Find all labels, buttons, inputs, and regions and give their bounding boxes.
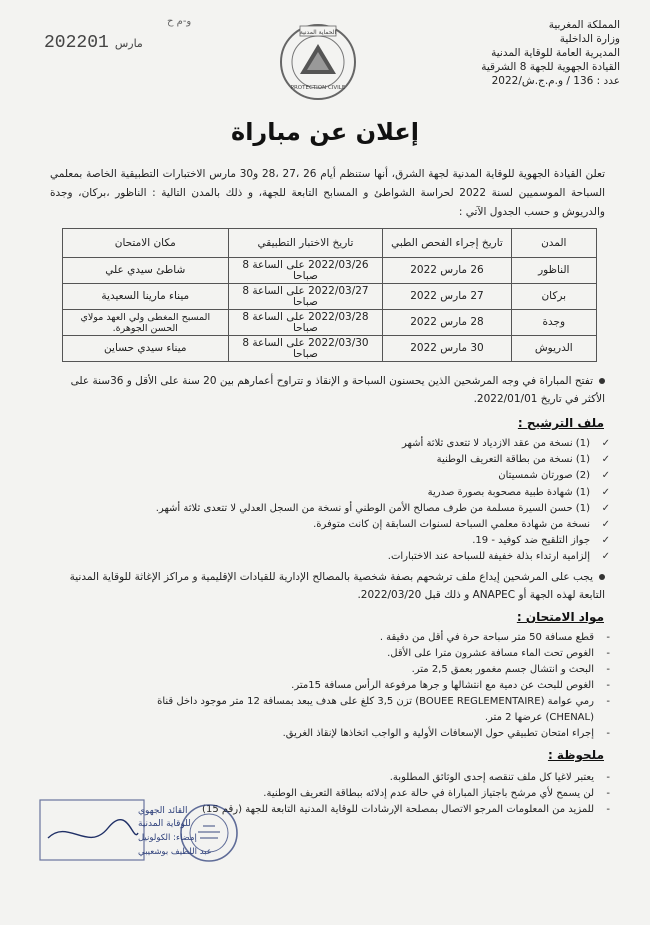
file-items-list [90, 436, 610, 566]
bullet-icon [599, 378, 605, 384]
cell-medical-date: 26 مارس 2022 [383, 258, 511, 284]
list-item: ✓جواز التلقيح ضد كوفيد - 19. [90, 533, 610, 549]
list-item: -رمي عوامة (BOUEE REGLEMENTAIRE) تزن 3,5 كلغ على هدف يبعد بمسافة 12 متر موجود داخل قناة [157, 696, 610, 707]
cell-medical-date: 27 مارس 2022 [383, 284, 511, 310]
list-item: ✓(1) شهادة طبية مصحوبة بصورة صدرية [90, 485, 610, 501]
cell-city: الدريوش [511, 336, 596, 362]
table-row [63, 336, 597, 362]
cell-location: ميناء مارينا السعيدية [63, 284, 229, 310]
list-item: -إجراء امتحان تطبيقي حول الإسعافات الأولية و الواجب اتخاذها لإنقاذ الغريق. [282, 728, 610, 739]
col-header-test-date: تاريخ الاختبار التطبيقي [228, 229, 383, 258]
cell-test-date: 2022/03/28 على الساعة 8 صباحا [228, 310, 383, 336]
table-row [63, 310, 597, 336]
list-item: ✓(1) حسن السيرة مسلمة من طرف مصالح الأمن الوطني أو نسخة من السجل العدلي لا تتعدى ثلاثة أشهر. [90, 501, 610, 517]
list-item: -لن يسمح لأي مرشح باجتياز المباراة في حالة عدم إدلائه ببطاقة التعريف الوطنية. [263, 788, 610, 800]
checkmark-icon: ✓ [601, 502, 610, 514]
reference-number: عدد : 136 / و.م.ج.ش/2022 [491, 75, 620, 87]
col-header-medical-date: تاريخ إجراء الفحص الطبي [383, 229, 511, 258]
svg-text:للوقاية المدنية: للوقاية المدنية [138, 819, 191, 829]
round-seal [178, 802, 240, 864]
eligibility-text: تفتح المباراة في وجه المرشحين الذين يحسنون السباحة و الإنقاذ و تتراوح أعمارهم بين 20 سنة على الأقل و 36سنة على الأكثر في تاريخ 2022/01/01. [70, 375, 605, 405]
directorate-name: المديرية العامة للوقاية المدنية [491, 47, 620, 59]
checkmark-icon: ✓ [601, 535, 610, 547]
list-item: ✓(2) صورتان شمسيتان [90, 468, 610, 484]
schedule-table [62, 228, 597, 362]
exam-items-list [90, 630, 610, 742]
cell-location: المسبح المغطى ولي العهد مولاي الحسن الجوهرة. [63, 310, 229, 336]
cell-test-date: 2022/03/26 على الساعة 8 صباحا [228, 258, 383, 284]
list-item: -قطع مسافة 50 متر سباحة حرة في أقل من دقيقة . [379, 632, 610, 643]
section-title-notes: ملحوظة : [547, 748, 604, 762]
cell-location: شاطئ سيدي علي [63, 258, 229, 284]
cell-medical-date: 30 مارس 2022 [383, 336, 511, 362]
list-item: -للمزيد من المعلومات المرجو الاتصال بمصلحة الإرشادات للوقاية المدنية التابعة للجهة (رقم 15) [202, 804, 610, 816]
svg-text:PROTECTION CIVILE: PROTECTION CIVILE [290, 85, 346, 91]
letterhead [410, 18, 620, 88]
list-item: -البحث و انتشال جسم مغمور بعمق 2,5 متر. [411, 664, 610, 675]
checkmark-icon: ✓ [601, 519, 610, 531]
section-title-file: ملف الترشيح : [517, 416, 604, 430]
country-name: المملكة المغربية [548, 19, 620, 31]
cell-test-date: 2022/03/30 على الساعة 8 صباحا [228, 336, 383, 362]
list-item: ✓(1) نسخة من عقد الازدياد لا تتعدى ثلاثة أشهر [90, 436, 610, 452]
date-month: مارس [114, 37, 143, 50]
svg-text:الحماية المدنية: الحماية المدنية [299, 29, 337, 36]
deposit-paragraph [45, 568, 605, 604]
list-item: (CHENAL) عرضها 2 متر. [484, 712, 594, 723]
eligibility-paragraph [45, 372, 605, 408]
intro-paragraph: تعلن القيادة الجهوية للوقاية المدنية لجهة الشرق، أنها ستنظم أيام 26 ،27 ،28 و30 مارس الاختبارات التطبيقية الخاصة بمعلمي السباحة الموسميين لسنة 2022 لحراسة الشواطئ و المسابح التابعة للجهة، و ذلك بالمدن التالية : الناظور ،بركان، وجدة والدريوش و حسب الجدول الآتي : [50, 168, 606, 218]
deposit-text: يجب على المرشحين إيداع ملف ترشحهم بصفة شخصية بالمصالح الإدارية للقيادات الإقليمية و مراكز الإغاثة للوقاية المدنية التابعة لهذه الجهة أو ANAPEC و ذلك قبل 2022/03/20. [69, 571, 605, 601]
list-item: -الغوص للبحث عن دمية مع انتشالها و جرها مرفوعة الرأس مسافة 15متر. [291, 680, 610, 691]
top-mark: و-م ح [167, 16, 192, 27]
list-item: ✓إلزامية ارتداء بذلة خفيفة للسباحة عند الاختبارات. [90, 549, 610, 565]
col-header-city: المدن [511, 229, 596, 258]
checkmark-icon: ✓ [601, 486, 610, 498]
cell-location: ميناء سيدي حساين [63, 336, 229, 362]
list-item: -الغوص تحت الماء مسافة عشرون مترا على الأقل. [387, 648, 610, 659]
checkmark-icon: ✓ [601, 470, 610, 482]
table-row [63, 284, 597, 310]
list-item: ✓(1) نسخة من بطاقة التعريف الوطنية [90, 452, 610, 468]
list-item: ✓نسخة من شهادة معلمي السباحة لسنوات السابقة إن كانت متوفرة. [90, 517, 610, 533]
ministry-name: وزارة الداخلية [559, 33, 620, 45]
cell-city: وجدة [511, 310, 596, 336]
table-header-row [63, 229, 597, 258]
checkmark-icon: ✓ [601, 438, 610, 449]
bullet-icon [599, 574, 605, 580]
checkmark-icon: ✓ [601, 454, 610, 466]
checkmark-icon: ✓ [601, 551, 610, 563]
table-row [63, 258, 597, 284]
cell-city: الناظور [511, 258, 596, 284]
handwritten-date [44, 33, 149, 53]
cell-medical-date: 28 مارس 2022 [383, 310, 511, 336]
date-day: 01 [87, 33, 109, 53]
document-title: إعلان عن مباراة [231, 118, 419, 146]
official-stamp [38, 798, 212, 862]
cell-test-date: 2022/03/27 على الساعة 8 صباحا [228, 284, 383, 310]
command-name: القيادة الجهوية للجهة 8 الشرقية [481, 61, 620, 73]
section-title-exam: مواد الامتحان : [516, 610, 604, 624]
svg-text:إمضاء: الكولونيل: إمضاء: الكولونيل [138, 833, 197, 843]
list-item: -يعتبر لاغيا كل ملف تنقصه إحدى الوثائق المطلوبة. [389, 772, 610, 783]
col-header-location: مكان الامتحان [63, 229, 229, 258]
svg-text:عبد اللطيف بوشعيبي: عبد اللطيف بوشعيبي [138, 847, 212, 857]
date-year: 2022 [44, 33, 88, 53]
civil-protection-logo [278, 22, 358, 102]
cell-city: بركان [511, 284, 596, 310]
svg-text:القائد الجهوي: القائد الجهوي [138, 806, 188, 816]
